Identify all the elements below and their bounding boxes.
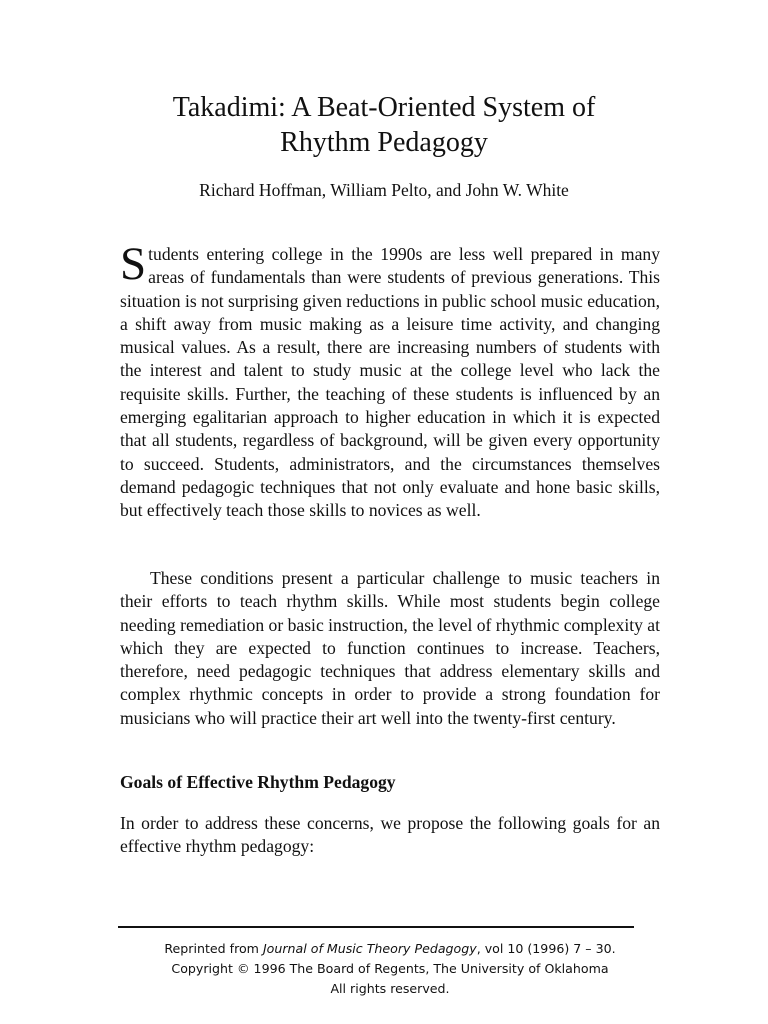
rights-notice: All rights reserved.: [330, 981, 450, 996]
reprint-citation: [100, 939, 680, 959]
intro-paragraph: [120, 238, 660, 523]
intro-paragraph-text: tudents entering college in the 1990s are less well prepared in many areas of fundamentals than were students of previous generations. This situation is not surprising given reductions in public school music education, a shift away from music making as a leisure time activity, and changing musical values. As a result, there are increasing numbers of students with the interest and talent to study music at the college level who lack the requisite skills. Further, the teaching of these students is influenced by an emerging egalitarian approach to higher education in which it is expected that all students, regardless of background, will be given every opportunity to succeed. Students, administrators, and the circumstances themselves demand pedagogic techniques that not only evaluate and hone basic skills, but effectively teach those skills to novices as well.: [120, 244, 660, 521]
journal-name: Journal of Music Theory Pedagogy: [262, 941, 477, 956]
third-paragraph: [120, 812, 660, 859]
section-heading: Goals of Effective Rhythm Pedagogy: [120, 772, 396, 792]
title-line-1: Takadimi: A Beat-Oriented System of: [172, 92, 596, 123]
footer-divider: [118, 926, 634, 928]
paper-title: [0, 90, 768, 160]
second-paragraph-text: These conditions present a particular challenge to music teachers in their efforts to teach rhythm skills. While most students begin college needing remediation or basic instruction, the level of rhythmic complexity at which they are expected to function continues to increase. Teachers, therefore, need pedagogic techniques that address elementary skills and complex rhythmic concepts in order to provide a strong foundation for musicians who will practice their art well into the twenty-first century.: [120, 568, 660, 728]
title-line-2: Rhythm Pedagogy: [280, 127, 488, 158]
citation-details: , vol 10 (1996) 7 – 30.: [476, 941, 616, 956]
reprint-prefix: Reprinted from: [164, 941, 263, 956]
reprint-footer: [100, 939, 680, 999]
second-paragraph: [120, 567, 660, 730]
copyright-notice: Copyright © 1996 The Board of Regents, The University of Oklahoma: [171, 961, 609, 976]
third-paragraph-text: In order to address these concerns, we propose the following goals for an effective rhythm pedagogy:: [120, 813, 660, 857]
drop-cap: S: [120, 238, 147, 290]
authors-line: Richard Hoffman, William Pelto, and John W. White: [199, 180, 569, 200]
